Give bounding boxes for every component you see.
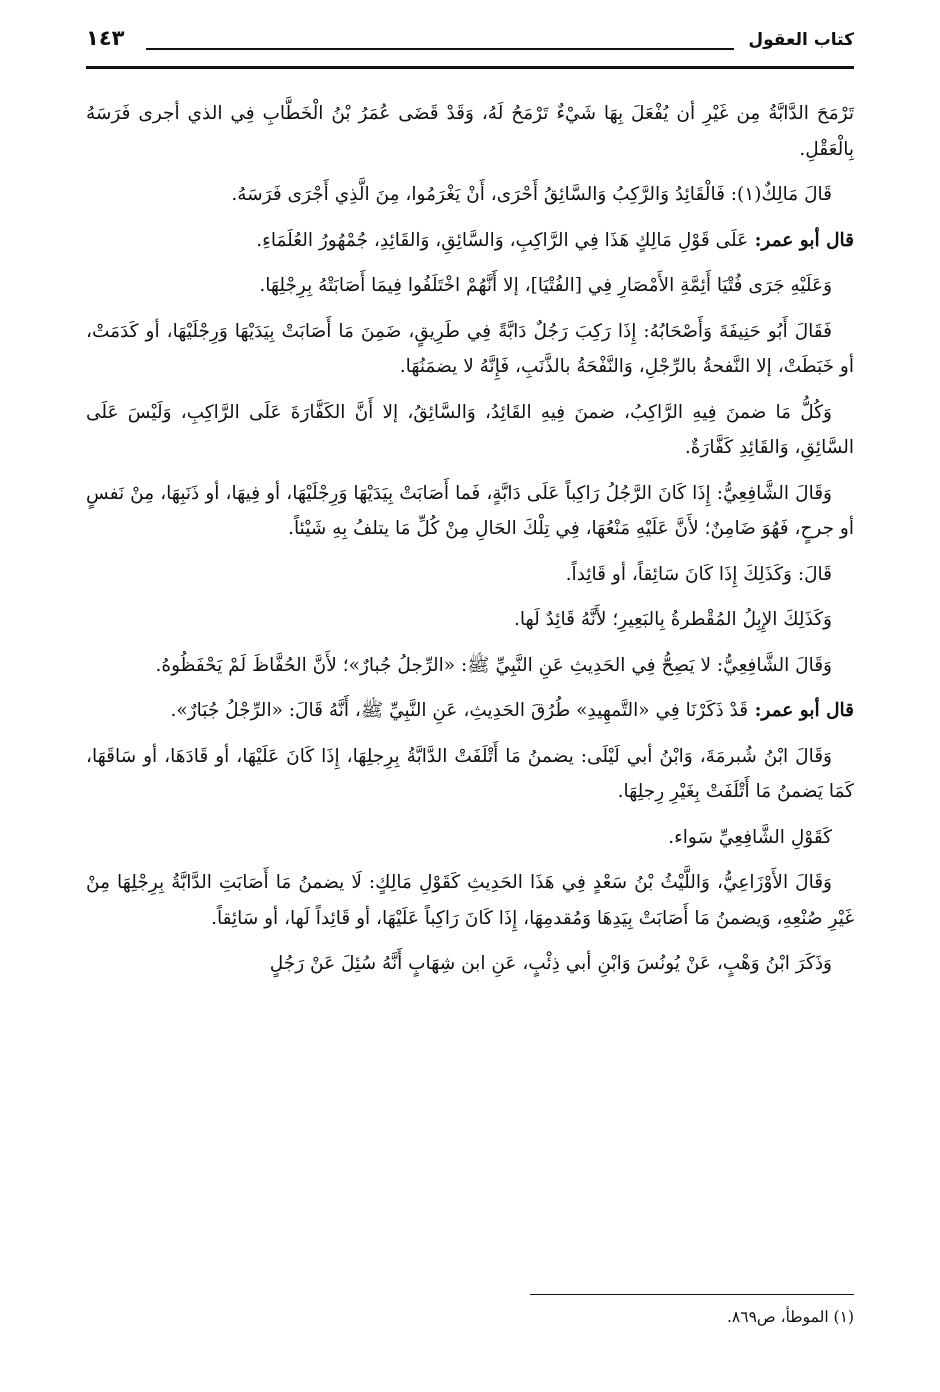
page-header (86, 26, 854, 68)
paragraph: وَذَكَرَ ابْنُ وَهْبٍ، عَنْ يُونُسَ وَابْنِ أبي ذِئْبٍ، عَنِ ابن شِهَابٍ أَنَّهُ سُئِلَ عَنْ رَجُلٍ (269, 953, 832, 974)
paragraph: وَقَالَ الشَّافِعِيُّ: إِذَا كَانَ الرَّجُلُ رَاكِباً عَلَى دَابَّةٍ، فَما أَصَابَتْ بِيَدَيْهَا وَرِجْلَيْهَا، أو فِيهَا، أو ذَنَبِهَا، مِنْ نَفسٍ أو جرحٍ، فَهُوَ ضَامِنٌ؛ لأَنَّ عَلَيْهِ مَنْعُهَا، فِي تِلْكَ الحَالِ مِنْ كُلِّ مَا يتلفُ بِهِ شَيْئاً. (86, 482, 854, 539)
speaker-label: قال أبو عمر: (748, 700, 854, 721)
paragraph: فَقَالَ أَبُو حَنِيفَةَ وَأَصْحَابُهُ: إِذَا رَكِبَ رَجُلٌ دَابَّةً فِي طَرِيقٍ، ضَمِنَ مَا أَصَابَتْ بِيَدَيْهَا وَرِجْلَيْهَا، أو كَدَمَتْ، أو خَبَطَتْ، إلا النَّفحةُ بالرِّجْلِ، وَالنَّفْحَةُ بالذَّنَبِ، فَإِنَّهُ لا يضمَنُهَا. (86, 320, 854, 377)
book-title: كتاب العقول (748, 30, 854, 50)
speaker-label: قال أبو عمر: (748, 229, 854, 251)
paragraph: وَقَالَ الشَّافِعِيُّ: لا يَصِحُّ فِي الحَدِيثِ عَنِ النَّبِيِّ ﷺ: «الرِّجلُ جُبارٌ»؛ لأَنَّ الحُفَّاظَ لَمْ يَحْفَظُوهُ. (155, 654, 832, 676)
paragraph: قَالَ: وَكَذَلِكَ إِذَا كَانَ سَائِقاً، أو قَائِداً. (565, 563, 832, 585)
page-number: ١٤٣ (86, 26, 125, 50)
paragraph: وَعَلَيْهِ جَرَى فُتْيَا أَئِمَّةِ الأَمْصَارِ فِي [الفُتْيَا]، إلا أَنَّهُمْ اخْتَلَفُوا فِيمَا أَصَابَتْهُ بِرِجْلِهَا. (259, 275, 832, 296)
paragraph: قال أبو عمر: قَدْ ذَكَرْنَا فِي «التَّمهِيدِ» طُرُقَ الحَدِيثِ، عَنِ النَّبِيِّ ﷺ، أَنَّهُ قَالَ: «الرِّجْلُ جُبَارٌ». (170, 700, 854, 721)
body-text (86, 96, 854, 992)
footnote: (١) الموطأ، ص٨٦٩. (726, 1308, 854, 1326)
header-divider (86, 66, 854, 69)
paragraph: تَرْمَحَ الدَّابَّةُ مِن غَيْرِ أن يُفْعَلَ بِهَا شَيْءٌ تَرْمَحُ لَهُ، وَقَدْ قَضَى عُمَرُ بْنُ الْخَطَّابِ فِي الذي أجرى فَرَسَهُ بِالْعَقْلِ. (86, 103, 854, 160)
paragraph: وَقَالَ ابْنُ شُبرمَةَ، وَابْنُ أبي لَيْلَى: يضمنُ مَا أَتْلَفَتْ الدَّابَّةُ بِرِجلِهَا، إِذَا كَانَ عَلَيْهَا، أو قَادَهَا، أو سَاقَهَا، كَمَا يَضمنُ مَا أَتْلَفَتْ بِغَيْرِ رِجلِهَا. (86, 745, 854, 802)
paragraph: قَالَ مَالِكٌ(١): فَالْقَائِدُ وَالرَّكِبُ وَالسَّائِقُ أَحْرَى، أَنْ يَغْرَمُوا، مِنَ الَّذِي أَجْرَى فَرَسَهُ. (231, 184, 832, 205)
footnote-separator (530, 1294, 854, 1295)
paragraph: كَقَوْلِ الشَّافِعِيِّ سَواء. (668, 826, 832, 848)
paragraph: وَكُلُّ مَا ضمنَ فِيهِ الرَّاكِبُ، ضمنَ فِيهِ القَائِدُ، وَالسَّائِقُ، إلا أَنَّ الكَفَّارَةَ عَلَى الرَّاكِبِ، وَلَيْسَ عَلَى السَّائِقِ، وَالقَائِدِ كَفَّارَةٌ. (86, 401, 854, 458)
header-rule (146, 48, 734, 50)
paragraph: قال أبو عمر: عَلَى قَوْلِ مَالِكٍ هَذَا فِي الرَّاكِبِ، وَالسَّائِقِ، وَالقَائِدِ، جُمْهُورُ العُلَمَاءِ. (256, 229, 854, 251)
paragraph: وَكَذَلِكَ الإِبِلُ المُقْطرةُ بِالبَعِيرِ؛ لأَنَّهُ قَائِدٌ لَها. (514, 609, 832, 630)
paragraph: وَقَالَ الأَوْزَاعِيُّ، وَاللَّيْثُ بْنُ سَعْدٍ فِي هَذَا الحَدِيثِ كَقَوْلِ مَالِكٍ: لَا يضمنُ مَا أَصَابَتِ الدَّابَّةُ بِرِجْلِهَا مِنْ غَيْرِ صُنْعِهِ، وَيضمنُ مَا أَصَابَتْ بِيَدِهَا وَمُقدمِهَا، إِذَا كَانَ رَاكِباً عَلَيْهَا، أو قَائِداً لَها، أو سَائِقاً. (86, 872, 854, 929)
